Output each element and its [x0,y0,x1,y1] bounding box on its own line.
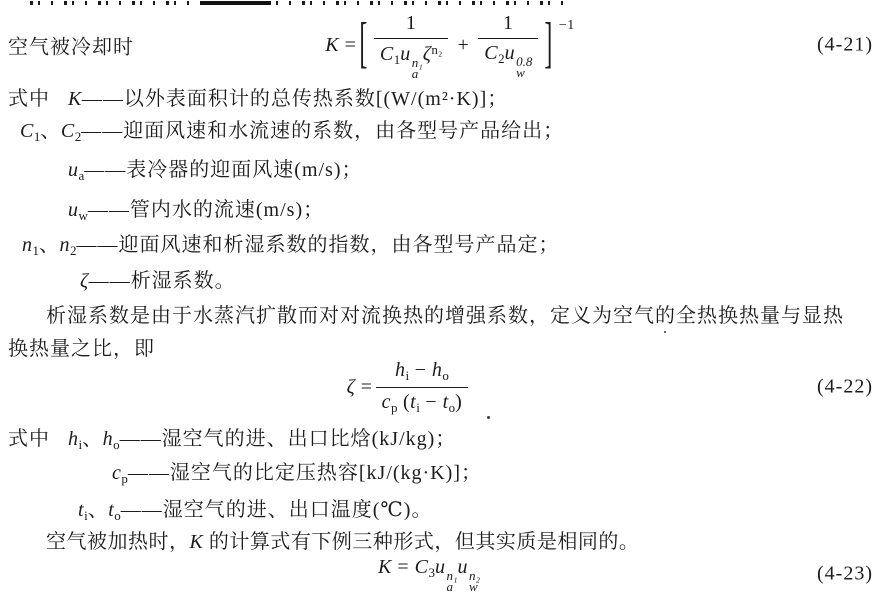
definition-row-cp [112,456,482,487]
intro-text-cooling: 空气被冷却时 [8,36,134,59]
definition-row-uw [68,193,324,224]
eq422-numerator: $h_i - h_o$ [394,358,449,383]
definition-row-ua [68,153,363,184]
eq422-denominator: $c_p$ $(t_i - t_o)$ [376,387,469,416]
close-bracket: ] [544,13,553,75]
scan-speck [487,416,490,419]
term-ua: $u_a$ [68,159,85,183]
term-uw: $u_w$ [68,199,88,223]
where-lead: 式中 [8,428,50,450]
paragraph-line-2: 换热量之比，即 [8,338,155,360]
definition-row-n1-n2 [22,228,560,259]
term-n1-n2: $n_1$、$n_2$ [22,234,77,258]
clipped-glyph-marks [30,1,565,5]
scan-speck [664,331,666,333]
open-bracket: [ [359,13,368,75]
definition-row-hi-ho [8,422,456,453]
definition-text: ——管内水的流速(m/s)； [87,199,325,221]
term-C1-C2: $C_1$、$C_2$ [20,120,82,144]
eq421-exponent: −1 [558,18,575,33]
definition-row-C1-C2 [20,114,564,145]
equation-number-4-23: (4-23) [817,562,873,585]
where-lead: 式中 [8,88,50,110]
term-K: K [68,88,82,110]
equation-4-23 [378,556,480,592]
equation-4-22 [347,359,472,416]
definition-row-zeta [80,264,236,293]
eq422-lhs: ζ = [346,375,373,398]
equation-4-22-row [0,356,878,418]
eq421-frac1-numerator: 1 [405,11,417,34]
definition-text: ——湿空气的比定压热容[kJ/(kg·K)]； [127,462,482,484]
eq422-fraction [376,359,469,416]
definition-row-K [8,82,508,111]
equation-4-21 [325,12,574,79]
definition-text: ——湿空气的进、出口温度(℃)。 [120,499,433,521]
term-zeta: ζ [80,270,89,292]
definition-row-ti-to [78,493,432,524]
definition-text: ——表冷器的迎面风速(m/s)； [84,159,363,181]
eq421-lhs: K = [325,33,357,56]
definition-text: ——以外表面积计的总传热系数[(W/(m²·K)]； [81,88,509,110]
equation-number-4-21: (4-21) [817,33,873,56]
term-ti-to: $t_i$、$t_o$ [78,499,121,523]
definition-text: ——湿空气的进、出口比焓(kJ/kg)； [119,428,457,450]
paragraph-line-1: 析湿系数是由于水蒸汽扩散而对对流换热的增强系数，定义为空气的全热换热量与显热 [46,305,844,327]
clipped-glyph-bar [200,1,270,5]
eq421-fraction-2 [478,12,538,78]
eq423-expression: $K = C_3u$ n₁ a u n₂ w [377,556,481,594]
paragraph-heating: 空气被加热时，K 的计算式有下例三种形式，但其实质是相同的。 [46,531,640,553]
plus-operator: + [457,33,470,56]
term-hi-ho: $h_i$、$h_o$ [68,428,120,452]
definition-text: ——析湿系数。 [88,270,236,292]
term-cp: $c_p$ [112,462,128,486]
eq421-fraction-1 [374,12,449,79]
clipped-text-fragments [30,0,565,7]
equation-4-23-row [0,556,878,594]
eq421-frac2-denominator: $C_2u$ 0.8 w [478,38,538,78]
eq421-frac1-denominator: $C_1u$ n₁ a $\zeta^{n_2}$ [374,38,449,79]
definition-text: ——迎面风速和水流速的系数，由各型号产品给出； [81,120,565,142]
eq421-frac2-numerator: 1 [503,12,514,34]
equation-4-21-row [0,11,878,81]
equation-number-4-22: (4-22) [817,375,873,398]
definition-text: ——迎面风速和析湿系数的指数，由各型号产品定； [76,234,560,256]
